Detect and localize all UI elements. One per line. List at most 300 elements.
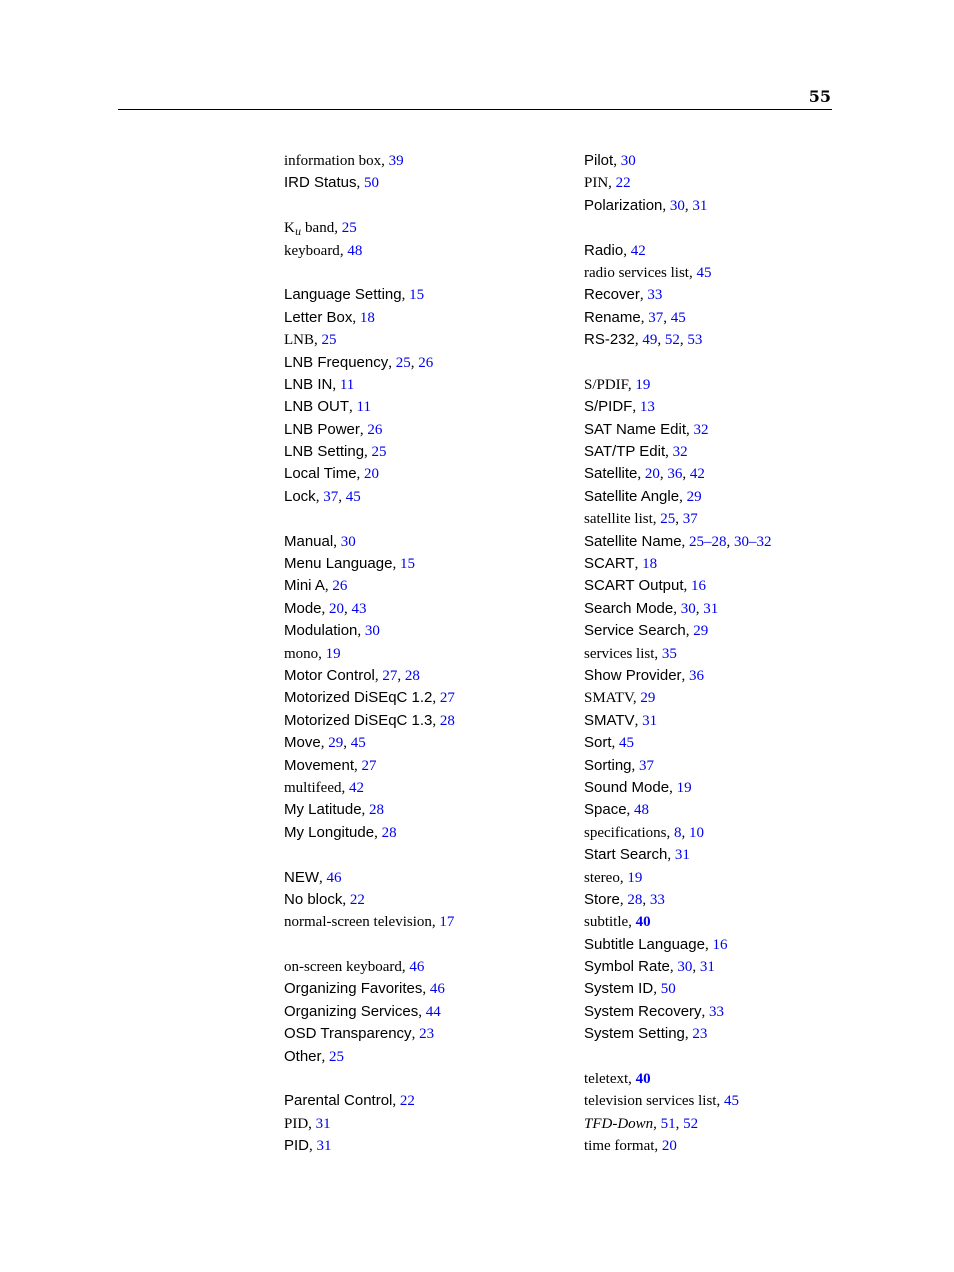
page-references: , 50 bbox=[356, 175, 380, 192]
index-term: Menu Language bbox=[284, 555, 393, 573]
page-link[interactable]: 28 bbox=[439, 712, 455, 729]
index-entry bbox=[584, 1000, 864, 1022]
page-link[interactable]: 26 bbox=[367, 421, 383, 438]
page-references: , 29 bbox=[679, 488, 702, 505]
index-term: Store bbox=[584, 890, 620, 908]
page-link[interactable]: 40 bbox=[635, 914, 651, 931]
index-entry bbox=[284, 1000, 564, 1022]
page-references: , 8, 10 bbox=[666, 824, 704, 841]
index-entry bbox=[584, 530, 864, 552]
index-entry bbox=[284, 910, 564, 932]
index-term: Motorized DiSEqC 1.2 bbox=[284, 689, 433, 707]
index-term: subtitle bbox=[584, 914, 629, 931]
page-link[interactable]: 32 bbox=[693, 421, 709, 438]
page-link[interactable]: 27 bbox=[439, 690, 455, 707]
page-link[interactable]: 30 bbox=[620, 153, 636, 169]
index-term: SAT Name Edit bbox=[584, 420, 686, 438]
index-term: PIN bbox=[584, 175, 609, 192]
page-references: , 29 bbox=[632, 690, 656, 707]
page-link[interactable]: 30 bbox=[340, 533, 356, 550]
index-gap bbox=[584, 1045, 864, 1067]
page-link[interactable]: 35 bbox=[661, 645, 677, 662]
page-link[interactable]: 19 bbox=[627, 869, 643, 886]
index-entry bbox=[284, 530, 564, 552]
page-link[interactable]: 23 bbox=[692, 1026, 708, 1043]
index-entry bbox=[584, 373, 864, 395]
index-entry bbox=[584, 888, 864, 910]
index-term: PID bbox=[284, 1137, 310, 1155]
page-references: , 28, 33 bbox=[619, 891, 665, 908]
page-references: , 20, 36, 42 bbox=[637, 466, 705, 483]
index-term: Service Search bbox=[584, 622, 686, 640]
page-references: , 32 bbox=[685, 421, 709, 438]
page-link[interactable]: 46 bbox=[409, 959, 425, 976]
index-gap bbox=[284, 507, 564, 529]
index-entry bbox=[584, 1022, 864, 1044]
page-references: , 26 bbox=[324, 578, 348, 595]
index-term: Symbol Rate bbox=[584, 958, 670, 976]
index-term: System Recovery bbox=[584, 1002, 702, 1020]
index-term: specifications bbox=[584, 824, 667, 841]
page-references: , 19 bbox=[669, 779, 692, 796]
page-link[interactable]: 36 bbox=[667, 466, 683, 483]
page-link[interactable]: 33 bbox=[647, 287, 663, 304]
page-references: , 45 bbox=[611, 735, 635, 752]
page-link[interactable]: 37 bbox=[639, 757, 655, 774]
page-link[interactable]: 25 bbox=[329, 1048, 345, 1065]
page-link[interactable]: 49 bbox=[642, 332, 658, 349]
page-link[interactable]: 22 bbox=[399, 1093, 415, 1110]
page-link[interactable]: 48 bbox=[634, 802, 650, 819]
index-entry bbox=[584, 485, 864, 507]
index-entry bbox=[584, 552, 864, 574]
index-entry bbox=[284, 686, 564, 708]
index-entry bbox=[284, 171, 564, 193]
page-references: , 30 bbox=[613, 153, 636, 169]
page-link[interactable]: 30 bbox=[680, 600, 696, 617]
index-entry bbox=[284, 977, 564, 999]
index-gap bbox=[284, 261, 564, 283]
page-link[interactable]: 39 bbox=[388, 153, 404, 169]
index-gap bbox=[584, 216, 864, 238]
page-references: , 19 bbox=[619, 869, 643, 886]
page-references: , 22 bbox=[342, 891, 365, 908]
page-link[interactable]: 53 bbox=[687, 332, 703, 349]
index-gap bbox=[284, 194, 564, 216]
page-link[interactable]: 45 bbox=[619, 735, 635, 752]
index-entry bbox=[584, 866, 864, 888]
page-references: , 31 bbox=[308, 1115, 331, 1132]
page-link[interactable]: 20 bbox=[364, 466, 380, 483]
index-term: Start Search bbox=[584, 846, 668, 864]
index-entry bbox=[584, 283, 864, 305]
page-references: , 40 bbox=[628, 914, 651, 931]
index-term: television services list bbox=[584, 1093, 717, 1110]
index-term: Other bbox=[284, 1047, 322, 1065]
page-references: , 26 bbox=[359, 421, 383, 438]
index-entry bbox=[284, 888, 564, 910]
page-link[interactable]: 31 bbox=[316, 1138, 332, 1155]
page-references: , 36 bbox=[681, 667, 705, 684]
page-link[interactable]: 43 bbox=[351, 600, 367, 617]
page-references: , 37, 45 bbox=[640, 309, 686, 326]
page-references: , 42 bbox=[341, 779, 364, 796]
page-references: , 28 bbox=[432, 712, 455, 729]
index-term: Sort bbox=[584, 734, 612, 752]
index-entry bbox=[584, 910, 864, 932]
page-link[interactable]: 28 bbox=[627, 891, 643, 908]
page-link[interactable]: 18 bbox=[642, 556, 658, 573]
index-term-rest: band bbox=[301, 220, 335, 237]
page-link[interactable]: 18 bbox=[359, 309, 375, 326]
index-term: normal-screen television bbox=[284, 914, 432, 931]
index-entry bbox=[584, 821, 864, 843]
page-references: , 35 bbox=[654, 645, 677, 662]
page-link[interactable]: 31 bbox=[642, 712, 658, 729]
index-entry bbox=[284, 776, 564, 798]
page-link[interactable]: 44 bbox=[425, 1003, 441, 1020]
page-link[interactable]: 46 bbox=[326, 869, 342, 886]
index-entry bbox=[284, 664, 564, 686]
page-link[interactable]: 50 bbox=[364, 175, 380, 192]
page-references: , 16 bbox=[704, 936, 728, 953]
index-entry bbox=[584, 395, 864, 417]
index-term: SCART Output bbox=[584, 577, 684, 595]
page-link[interactable]: 20 bbox=[661, 1138, 677, 1155]
index-term: OSD Transparency bbox=[284, 1025, 412, 1043]
page-link[interactable]: 27 bbox=[382, 667, 398, 684]
index-entry bbox=[584, 1134, 864, 1156]
index-term: Movement bbox=[284, 756, 355, 774]
index-term: multifeed bbox=[284, 779, 342, 796]
index-entry bbox=[284, 149, 564, 171]
page-link[interactable]: 29 bbox=[328, 735, 344, 752]
index-entry bbox=[284, 619, 564, 641]
page-references: , 27 bbox=[432, 690, 455, 707]
page-link[interactable]: 11 bbox=[356, 399, 371, 416]
index-term: RS-232 bbox=[584, 331, 635, 349]
page-references: , 20 bbox=[356, 466, 380, 483]
index-entry bbox=[584, 686, 864, 708]
page-link[interactable]: 19 bbox=[676, 779, 692, 796]
index-term: Language Setting bbox=[284, 286, 402, 304]
index-entry bbox=[584, 731, 864, 753]
page-references: , 37 bbox=[631, 757, 655, 774]
page-link[interactable]: 45 bbox=[696, 264, 712, 281]
index-term: LNB bbox=[284, 332, 314, 349]
page-link[interactable]: 42 bbox=[348, 779, 364, 796]
index-term: Motorized DiSEqC 1.3 bbox=[284, 711, 433, 729]
page-link[interactable]: 27 bbox=[361, 757, 377, 774]
index-term: Lock bbox=[284, 487, 316, 505]
index-entry bbox=[584, 597, 864, 619]
index-term: S/PIDF bbox=[584, 398, 633, 416]
page-references: , 31 bbox=[667, 847, 690, 864]
index-term: My Latitude bbox=[284, 801, 362, 819]
index-term: on-screen keyboard bbox=[284, 959, 402, 976]
page-link[interactable]: 37 bbox=[648, 309, 664, 326]
page-references: , 25 bbox=[321, 1048, 345, 1065]
page-link[interactable]: 22 bbox=[349, 891, 365, 908]
page-link[interactable]: 29 bbox=[640, 690, 656, 707]
page-link[interactable]: 16 bbox=[691, 578, 706, 595]
page-link[interactable]: 19 bbox=[325, 645, 341, 662]
page-references: , 30 bbox=[333, 533, 356, 550]
index-term: Show Provider bbox=[584, 666, 682, 684]
page-references: , 33 bbox=[639, 287, 663, 304]
index-term: S/PDIF bbox=[584, 376, 628, 393]
index-term: LNB Setting bbox=[284, 443, 365, 461]
index-term: time format bbox=[584, 1138, 655, 1155]
page-link[interactable]: 30–32 bbox=[734, 533, 772, 550]
index-term: SCART bbox=[584, 555, 635, 573]
index-entry bbox=[284, 709, 564, 731]
page-link[interactable]: 29 bbox=[693, 623, 709, 640]
index-entry bbox=[584, 776, 864, 798]
index-gap bbox=[284, 1067, 564, 1089]
index-entry bbox=[284, 731, 564, 753]
page-references: , 31 bbox=[309, 1138, 332, 1155]
index-term: K bbox=[284, 220, 295, 237]
index-term: Motor Control bbox=[284, 666, 375, 684]
page-link[interactable]: 45 bbox=[670, 309, 686, 326]
page-number: 55 bbox=[808, 87, 831, 106]
page-references: , 18 bbox=[634, 556, 658, 573]
index-entry bbox=[584, 1089, 864, 1111]
index-term: LNB OUT bbox=[284, 398, 350, 416]
page-link[interactable]: 25–28 bbox=[689, 533, 727, 550]
page-link[interactable]: 10 bbox=[688, 824, 704, 841]
page-link[interactable]: 25 bbox=[395, 354, 411, 371]
index-term: NEW bbox=[284, 868, 319, 886]
index-term: radio services list bbox=[584, 264, 689, 281]
index-term: services list bbox=[584, 645, 655, 662]
index-entry bbox=[284, 552, 564, 574]
page-references: , 40 bbox=[628, 1071, 651, 1088]
index-gap bbox=[284, 843, 564, 865]
index-term-subscript: u bbox=[294, 227, 302, 239]
index-entry bbox=[584, 507, 864, 529]
page-references: , 39 bbox=[381, 153, 404, 169]
page-link[interactable]: 29 bbox=[686, 488, 702, 505]
page-link[interactable]: 26 bbox=[418, 354, 434, 371]
page-references: , 20 bbox=[654, 1138, 677, 1155]
index-term: Organizing Favorites bbox=[284, 980, 423, 998]
index-term: Move bbox=[284, 734, 321, 752]
page-references: , 32 bbox=[665, 444, 688, 461]
index-term: PID bbox=[284, 1115, 309, 1132]
page-references: , 50 bbox=[653, 981, 676, 998]
page-references: , 37, 45 bbox=[315, 488, 361, 505]
page-references: , 11 bbox=[349, 399, 371, 416]
page-references: , 30, 31 bbox=[662, 197, 708, 214]
page-link[interactable]: 50 bbox=[660, 981, 676, 998]
page-references: , 25–28, 30–32 bbox=[681, 533, 772, 550]
index-entry bbox=[584, 440, 864, 462]
index-entry bbox=[584, 642, 864, 664]
index-entry bbox=[284, 1022, 564, 1044]
page-link[interactable]: 42 bbox=[630, 242, 646, 259]
index-term: My Longitude bbox=[284, 823, 375, 841]
page-references: , 27 bbox=[354, 757, 377, 774]
page-references: , 22 bbox=[392, 1093, 415, 1110]
index-gap bbox=[584, 351, 864, 373]
page-references: , 28 bbox=[361, 802, 385, 819]
page-references: , 29 bbox=[685, 623, 709, 640]
index-entry bbox=[284, 440, 564, 462]
page-link[interactable]: 19 bbox=[635, 376, 651, 393]
index-entry bbox=[284, 798, 564, 820]
page-link[interactable]: 11 bbox=[339, 376, 355, 393]
index-term: mono bbox=[284, 645, 319, 662]
page-link[interactable]: 30 bbox=[677, 959, 693, 976]
page-references: , 46 bbox=[319, 869, 342, 886]
page-link[interactable]: 32 bbox=[672, 444, 688, 461]
page-references: , 49, 52, 53 bbox=[634, 332, 703, 349]
index-entry bbox=[284, 462, 564, 484]
index-entry bbox=[584, 664, 864, 686]
index-entry bbox=[284, 1089, 564, 1111]
index-term: System Setting bbox=[584, 1025, 685, 1043]
index-entry bbox=[284, 351, 564, 373]
page-link[interactable]: 31 bbox=[703, 600, 719, 617]
page-references: , 48 bbox=[626, 802, 650, 819]
index-entry bbox=[284, 866, 564, 888]
page-link[interactable]: 45 bbox=[723, 1093, 739, 1110]
page-link[interactable]: 15 bbox=[409, 287, 425, 304]
index-entry bbox=[284, 642, 564, 664]
page-references: , 16 bbox=[683, 578, 706, 595]
header-rule bbox=[118, 109, 832, 110]
page-link[interactable]: 36 bbox=[689, 667, 705, 684]
index-term: Space bbox=[584, 801, 627, 819]
page-link[interactable]: 28 bbox=[381, 824, 397, 841]
page-link[interactable]: 15 bbox=[399, 556, 415, 573]
page-references: , 29, 45 bbox=[320, 735, 366, 752]
index-term: SMATV bbox=[584, 690, 633, 707]
page-link[interactable]: 25 bbox=[371, 444, 387, 461]
page-references: , 11 bbox=[332, 376, 355, 393]
index-term: stereo bbox=[584, 869, 620, 886]
index-entry bbox=[584, 261, 864, 283]
index-entry bbox=[584, 328, 864, 350]
index-term: Subtitle Language bbox=[584, 935, 705, 953]
page-link[interactable]: 30 bbox=[669, 197, 685, 214]
page-references: , 45 bbox=[688, 264, 712, 281]
page-link[interactable]: 23 bbox=[419, 1026, 435, 1043]
index-term: No block bbox=[284, 890, 343, 908]
page-link[interactable]: 42 bbox=[689, 466, 705, 483]
page-link[interactable]: 20 bbox=[644, 466, 660, 483]
page-link[interactable]: 31 bbox=[699, 959, 715, 976]
index-entry bbox=[284, 821, 564, 843]
page-link[interactable]: 8 bbox=[673, 824, 682, 841]
page-references: , 28 bbox=[374, 824, 397, 841]
page-link[interactable]: 40 bbox=[635, 1071, 651, 1088]
page-link[interactable]: 52 bbox=[664, 332, 680, 349]
page-references: , 22 bbox=[608, 175, 631, 192]
page-link[interactable]: 33 bbox=[709, 1003, 725, 1020]
page-link[interactable]: 26 bbox=[332, 578, 348, 595]
page-link[interactable]: 37 bbox=[682, 511, 698, 528]
page-link[interactable]: 31 bbox=[674, 847, 690, 864]
index-term: LNB Power bbox=[284, 420, 360, 438]
page-link[interactable]: 22 bbox=[615, 175, 631, 192]
page-link[interactable]: 13 bbox=[639, 399, 655, 416]
index-term: Pilot bbox=[584, 152, 614, 169]
index-term: Mini A bbox=[284, 577, 325, 595]
page-references: , 45 bbox=[716, 1093, 739, 1110]
page-link[interactable]: 46 bbox=[429, 981, 445, 998]
index-term: Organizing Services bbox=[284, 1002, 419, 1020]
index-term: Recover bbox=[584, 286, 640, 304]
page-references: , 23 bbox=[411, 1026, 435, 1043]
page-link[interactable]: 31 bbox=[315, 1115, 331, 1132]
page-references: , 30, 31 bbox=[669, 959, 715, 976]
page-references: , 15 bbox=[392, 556, 415, 573]
index-term: Radio bbox=[584, 241, 624, 259]
index-term: keyboard bbox=[284, 242, 340, 259]
page-link[interactable]: 28 bbox=[369, 802, 385, 819]
page-link[interactable]: 30 bbox=[364, 623, 380, 640]
page-link[interactable]: 37 bbox=[323, 488, 339, 505]
index-entry bbox=[584, 754, 864, 776]
page-link[interactable]: 25 bbox=[321, 332, 337, 349]
index-entry bbox=[284, 1134, 564, 1156]
index-entry bbox=[284, 597, 564, 619]
page-references: , 33 bbox=[701, 1003, 725, 1020]
index-term: Letter Box bbox=[284, 308, 353, 326]
index-term: System ID bbox=[584, 980, 654, 998]
page-link[interactable]: 48 bbox=[347, 242, 363, 259]
index-entry bbox=[284, 418, 564, 440]
page-link[interactable]: 25 bbox=[660, 511, 676, 528]
index-entry bbox=[284, 328, 564, 350]
page-references: , 25 bbox=[364, 444, 387, 461]
page-references: , 13 bbox=[632, 399, 655, 416]
page-references: , 25, 37 bbox=[652, 511, 698, 528]
index-entry bbox=[284, 1045, 564, 1067]
page-references: , 15 bbox=[401, 287, 425, 304]
page-link[interactable]: 45 bbox=[350, 735, 366, 752]
index-entry bbox=[284, 955, 564, 977]
page-references: , 25 bbox=[334, 220, 357, 237]
index-entry bbox=[584, 1112, 864, 1134]
page-link[interactable]: 45 bbox=[345, 488, 361, 505]
page-link[interactable]: 20 bbox=[329, 600, 345, 617]
index-entry bbox=[284, 216, 564, 238]
page-references: , 23 bbox=[684, 1026, 708, 1043]
index-column-left bbox=[284, 149, 564, 1157]
index-term: IRD Status bbox=[284, 174, 357, 192]
index-entry bbox=[584, 709, 864, 731]
page-link[interactable]: 33 bbox=[649, 891, 665, 908]
page-link[interactable]: 52 bbox=[683, 1115, 699, 1132]
page-references: , 18 bbox=[352, 309, 375, 326]
index-entry bbox=[584, 239, 864, 261]
page-link[interactable]: 25 bbox=[341, 220, 357, 237]
index-term: Search Mode bbox=[584, 599, 674, 617]
index-entry bbox=[284, 1112, 564, 1134]
page-link[interactable]: 16 bbox=[712, 936, 728, 953]
page-link[interactable]: 31 bbox=[692, 197, 708, 214]
page-link[interactable]: 28 bbox=[404, 667, 420, 684]
index-entry bbox=[584, 149, 864, 171]
page-link[interactable]: 17 bbox=[439, 914, 455, 931]
page-link[interactable]: 51 bbox=[660, 1115, 676, 1132]
index-entry bbox=[284, 239, 564, 261]
index-term: TFD-Down bbox=[584, 1115, 654, 1132]
